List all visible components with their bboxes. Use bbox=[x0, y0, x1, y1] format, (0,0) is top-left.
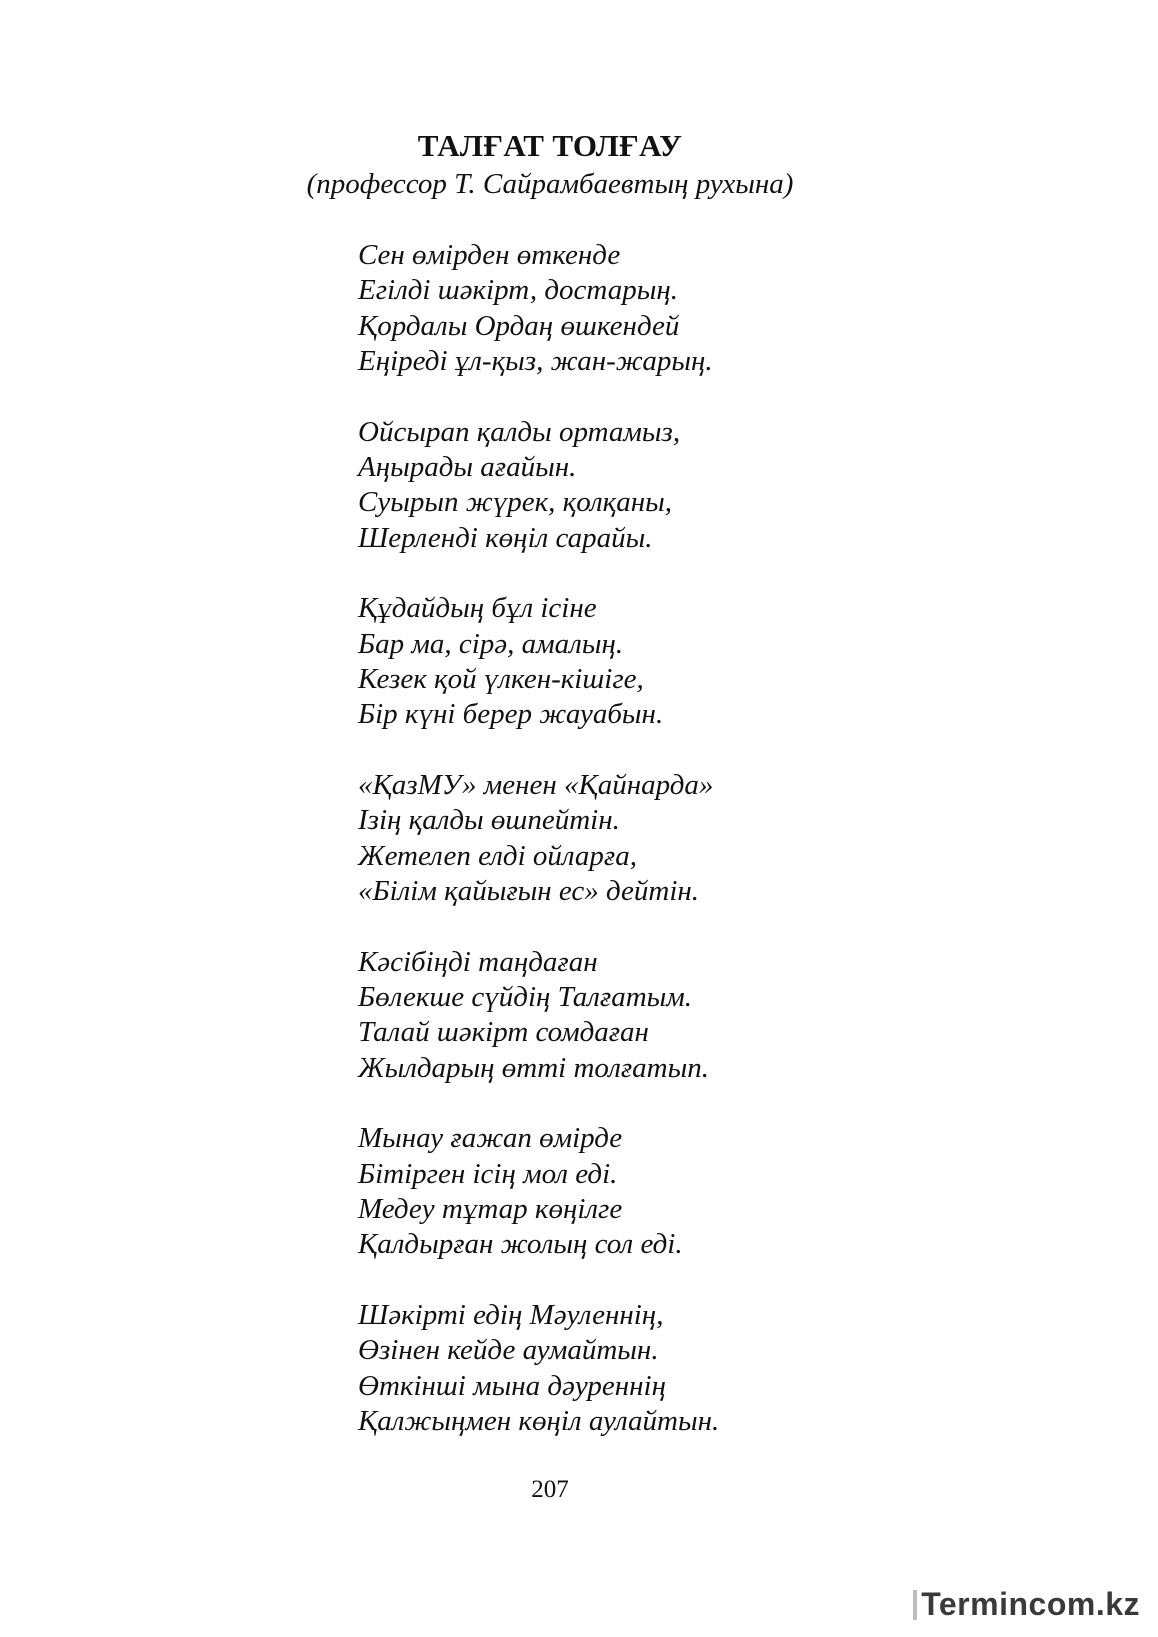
poem-line: Кәсібіңді таңдаған bbox=[358, 945, 598, 978]
stanza bbox=[358, 1298, 918, 1440]
poem-line: Шәкірті едің Мәуленнің, bbox=[358, 1298, 664, 1331]
poem-line: Еңіреді ұл-қыз, жан-жарың. bbox=[358, 345, 713, 378]
poem-subtitle: (профессор Т. Сайрамбаевтың рухына) bbox=[306, 168, 794, 200]
stanza bbox=[358, 1121, 918, 1263]
stanza bbox=[358, 945, 918, 1087]
poem-line: Бөлекше сүйдің Талғатым. bbox=[358, 980, 693, 1013]
poem-line: Бір күні берер жауабын. bbox=[358, 698, 664, 731]
poem-line: Ізің қалды өшпейтін. bbox=[358, 804, 620, 837]
poem-line: Медеу тұтар көңілге bbox=[358, 1192, 623, 1225]
watermark-logo bbox=[913, 1586, 1140, 1623]
poem-line: Суырып жүрек, қолқаны, bbox=[358, 486, 672, 519]
poem-line: Талай шәкірт сомдаған bbox=[358, 1016, 649, 1049]
poem-line: Жетелеп елді ойларға, bbox=[358, 839, 637, 872]
logo-bar-icon bbox=[913, 1590, 917, 1620]
poem-line: Сен өмірден өткенде bbox=[358, 239, 621, 271]
poem-line: Қалдырған жолың сол еді. bbox=[358, 1228, 683, 1261]
stanza bbox=[358, 238, 918, 380]
stanza bbox=[358, 768, 918, 910]
poem-line: Өткінші мына дәуреннің bbox=[358, 1369, 666, 1402]
poem-line: Бар ма, сірә, амалың. bbox=[358, 627, 624, 660]
poem-line: Құдайдың бұл ісіне bbox=[358, 592, 597, 625]
poem-line: «Білім қайығын ес» дейтін. bbox=[358, 875, 700, 908]
poem-line: Қордалы Ордаң өшкендей bbox=[358, 309, 680, 342]
page-number: 207 bbox=[531, 1476, 569, 1503]
poem-line: Кезек қой үлкен-кішіге, bbox=[358, 663, 644, 696]
poem-line: Бітірген ісің мол еді. bbox=[358, 1157, 618, 1190]
poem-body bbox=[358, 238, 918, 1474]
stanza bbox=[358, 415, 918, 557]
poem-line: Аңырады ағайын. bbox=[358, 451, 577, 484]
poem-line: Ойсырап қалды ортамыз, bbox=[358, 415, 681, 448]
poem-title: ТАЛҒАТ ТОЛҒАУ bbox=[417, 128, 683, 163]
stanza bbox=[358, 591, 918, 733]
poem-line: Мынау ғажап өмірде bbox=[358, 1122, 623, 1155]
poem-line: Өзінен кейде аумайтын. bbox=[358, 1334, 659, 1367]
poem-line: Шерленді көңіл сарайы. bbox=[358, 521, 653, 554]
watermark-text: Termincom.kz bbox=[921, 1586, 1140, 1622]
poem-line: Жылдарың өтті толғатып. bbox=[358, 1051, 710, 1084]
poem-line: Қалжыңмен көңіл аулайтын. bbox=[358, 1404, 720, 1437]
poem-line: «ҚазМУ» менен «Қайнарда» bbox=[358, 768, 714, 801]
poem-line: Егілді шәкірт, достарың. bbox=[358, 274, 678, 307]
